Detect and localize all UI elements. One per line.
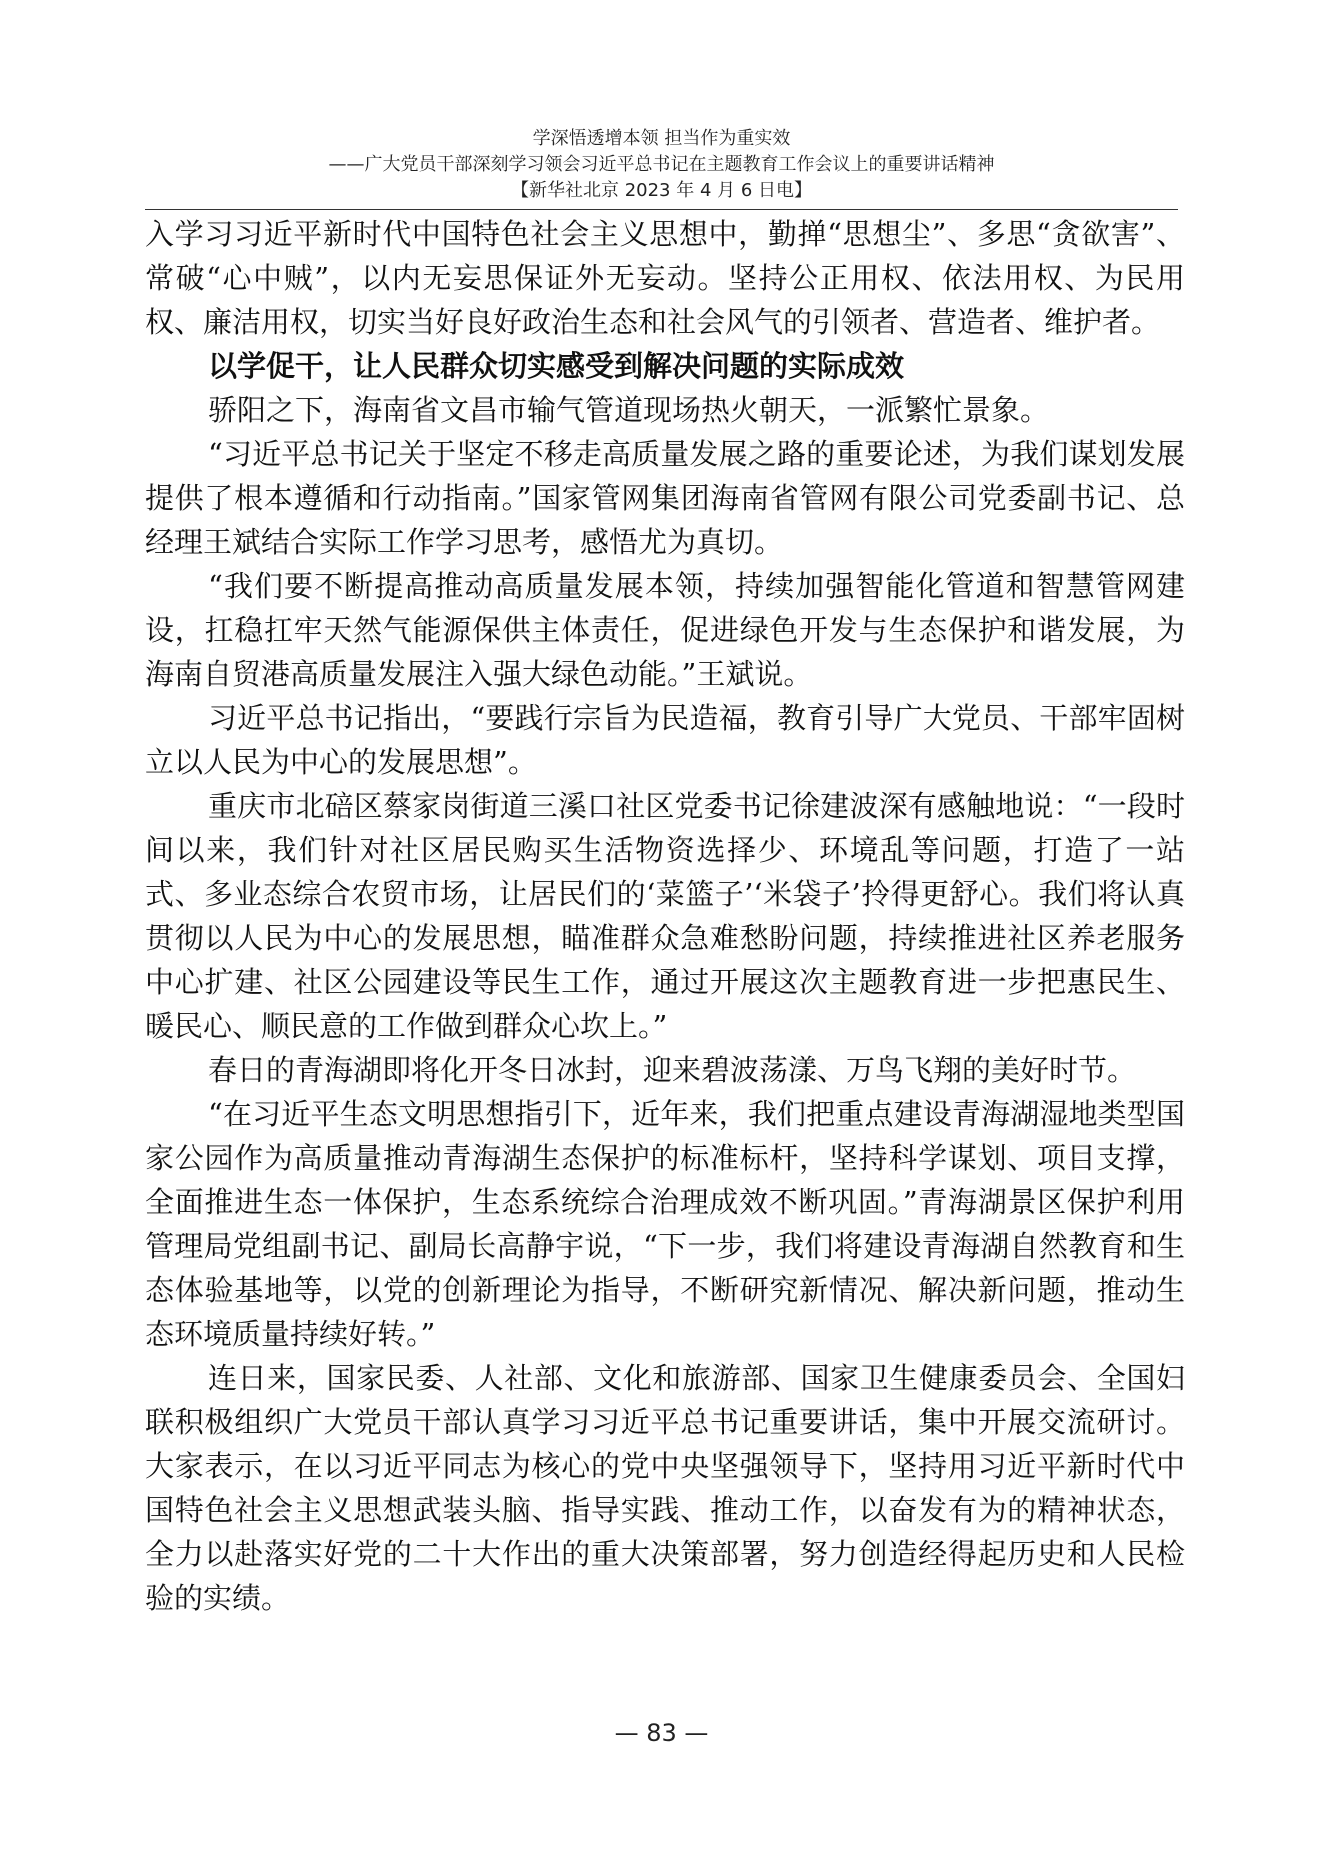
- header-dateline: 【新华社北京 2023 年 4 月 6 日电】: [510, 180, 813, 201]
- page-number: — 83 —: [614, 1719, 709, 1747]
- paragraph: “习近平总书记关于坚定不移走高质量发展之路的重要论述，为我们谋划发展提供了根本遵循和行动指南。”国家管网集团海南省管网有限公司党委副书记、总经理王斌结合实际工作学习思考，感悟尤为真切。: [145, 437, 1185, 559]
- running-header: [0, 126, 1323, 204]
- paragraph: “在习近平生态文明思想指引下，近年来，我们把重点建设青海湖湿地类型国家公园作为高质量推动青海湖生态保护的标准标杆，坚持科学谋划、项目支撑，全面推进生态一体保护，生态系统综合治理成效不断巩固。”青海湖景区保护利用管理局党组副书记、副局长高静宇说，“下一步，我们将建设青海湖自然教育和生态体验基地等，以党的创新理论为指导，不断研究新情况、解决新问题，推动生态环境质量持续好转。”: [145, 1097, 1185, 1351]
- header-title: 学深悟透增本领 担当作为重实效: [532, 128, 791, 149]
- paragraph: 习近平总书记指出，“要践行宗旨为民造福，教育引导广大党员、干部牢固树立以人民为中心的发展思想”。: [145, 701, 1185, 779]
- paragraph-continued: 入学习习近平新时代中国特色社会主义思想中，勤掸“思想尘”、多思“贪欲害”、常破“心中贼”，以内无妄思保证外无妄动。坚持公正用权、依法用权、为民用权、廉洁用权，切实当好良好政治生态和社会风气的引领者、营造者、维护者。: [145, 217, 1185, 339]
- article-body: [145, 212, 1185, 1620]
- paragraph: 连日来，国家民委、人社部、文化和旅游部、国家卫生健康委员会、全国妇联积极组织广大党员干部认真学习习近平总书记重要讲话，集中开展交流研讨。大家表示，在以习近平同志为核心的党中央坚强领导下，坚持用习近平新时代中国特色社会主义思想武装头脑、指导实践、推动工作，以奋发有为的精神状态，全力以赴落实好党的二十大作出的重大决策部署，努力创造经得起历史和人民检验的实绩。: [145, 1361, 1185, 1615]
- paragraph: 骄阳之下，海南省文昌市输气管道现场热火朝天，一派繁忙景象。: [208, 393, 1050, 427]
- paragraph: 春日的青海湖即将化开冬日冰封，迎来碧波荡漾、万鸟飞翔的美好时节。: [208, 1053, 1137, 1087]
- paragraph: “我们要不断提高推动高质量发展本领，持续加强智能化管道和智慧管网建设，扛稳扛牢天然气能源保供主体责任，促进绿色开发与生态保护和谐发展，为海南自贸港高质量发展注入强大绿色动能。”王斌说。: [145, 569, 1185, 691]
- section-heading: 以学促干，让人民群众切实感受到解决问题的实际成效: [208, 349, 905, 383]
- paragraph: 重庆市北碚区蔡家岗街道三溪口社区党委书记徐建波深有感触地说：“一段时间以来，我们针对社区居民购买生活物资选择少、环境乱等问题，打造了一站式、多业态综合农贸市场，让居民们的‘菜篮子’‘米袋子’拎得更舒心。我们将认真贯彻以人民为中心的发展思想，瞄准群众急难愁盼问题，持续推进社区养老服务中心扩建、社区公园建设等民生工作，通过开展这次主题教育进一步把惠民生、暖民心、顺民意的工作做到群众心坎上。”: [145, 789, 1185, 1043]
- header-divider: [145, 209, 1178, 210]
- header-subtitle: ——广大党员干部深刻学习领会习近平总书记在主题教育工作会议上的重要讲话精神: [328, 154, 995, 175]
